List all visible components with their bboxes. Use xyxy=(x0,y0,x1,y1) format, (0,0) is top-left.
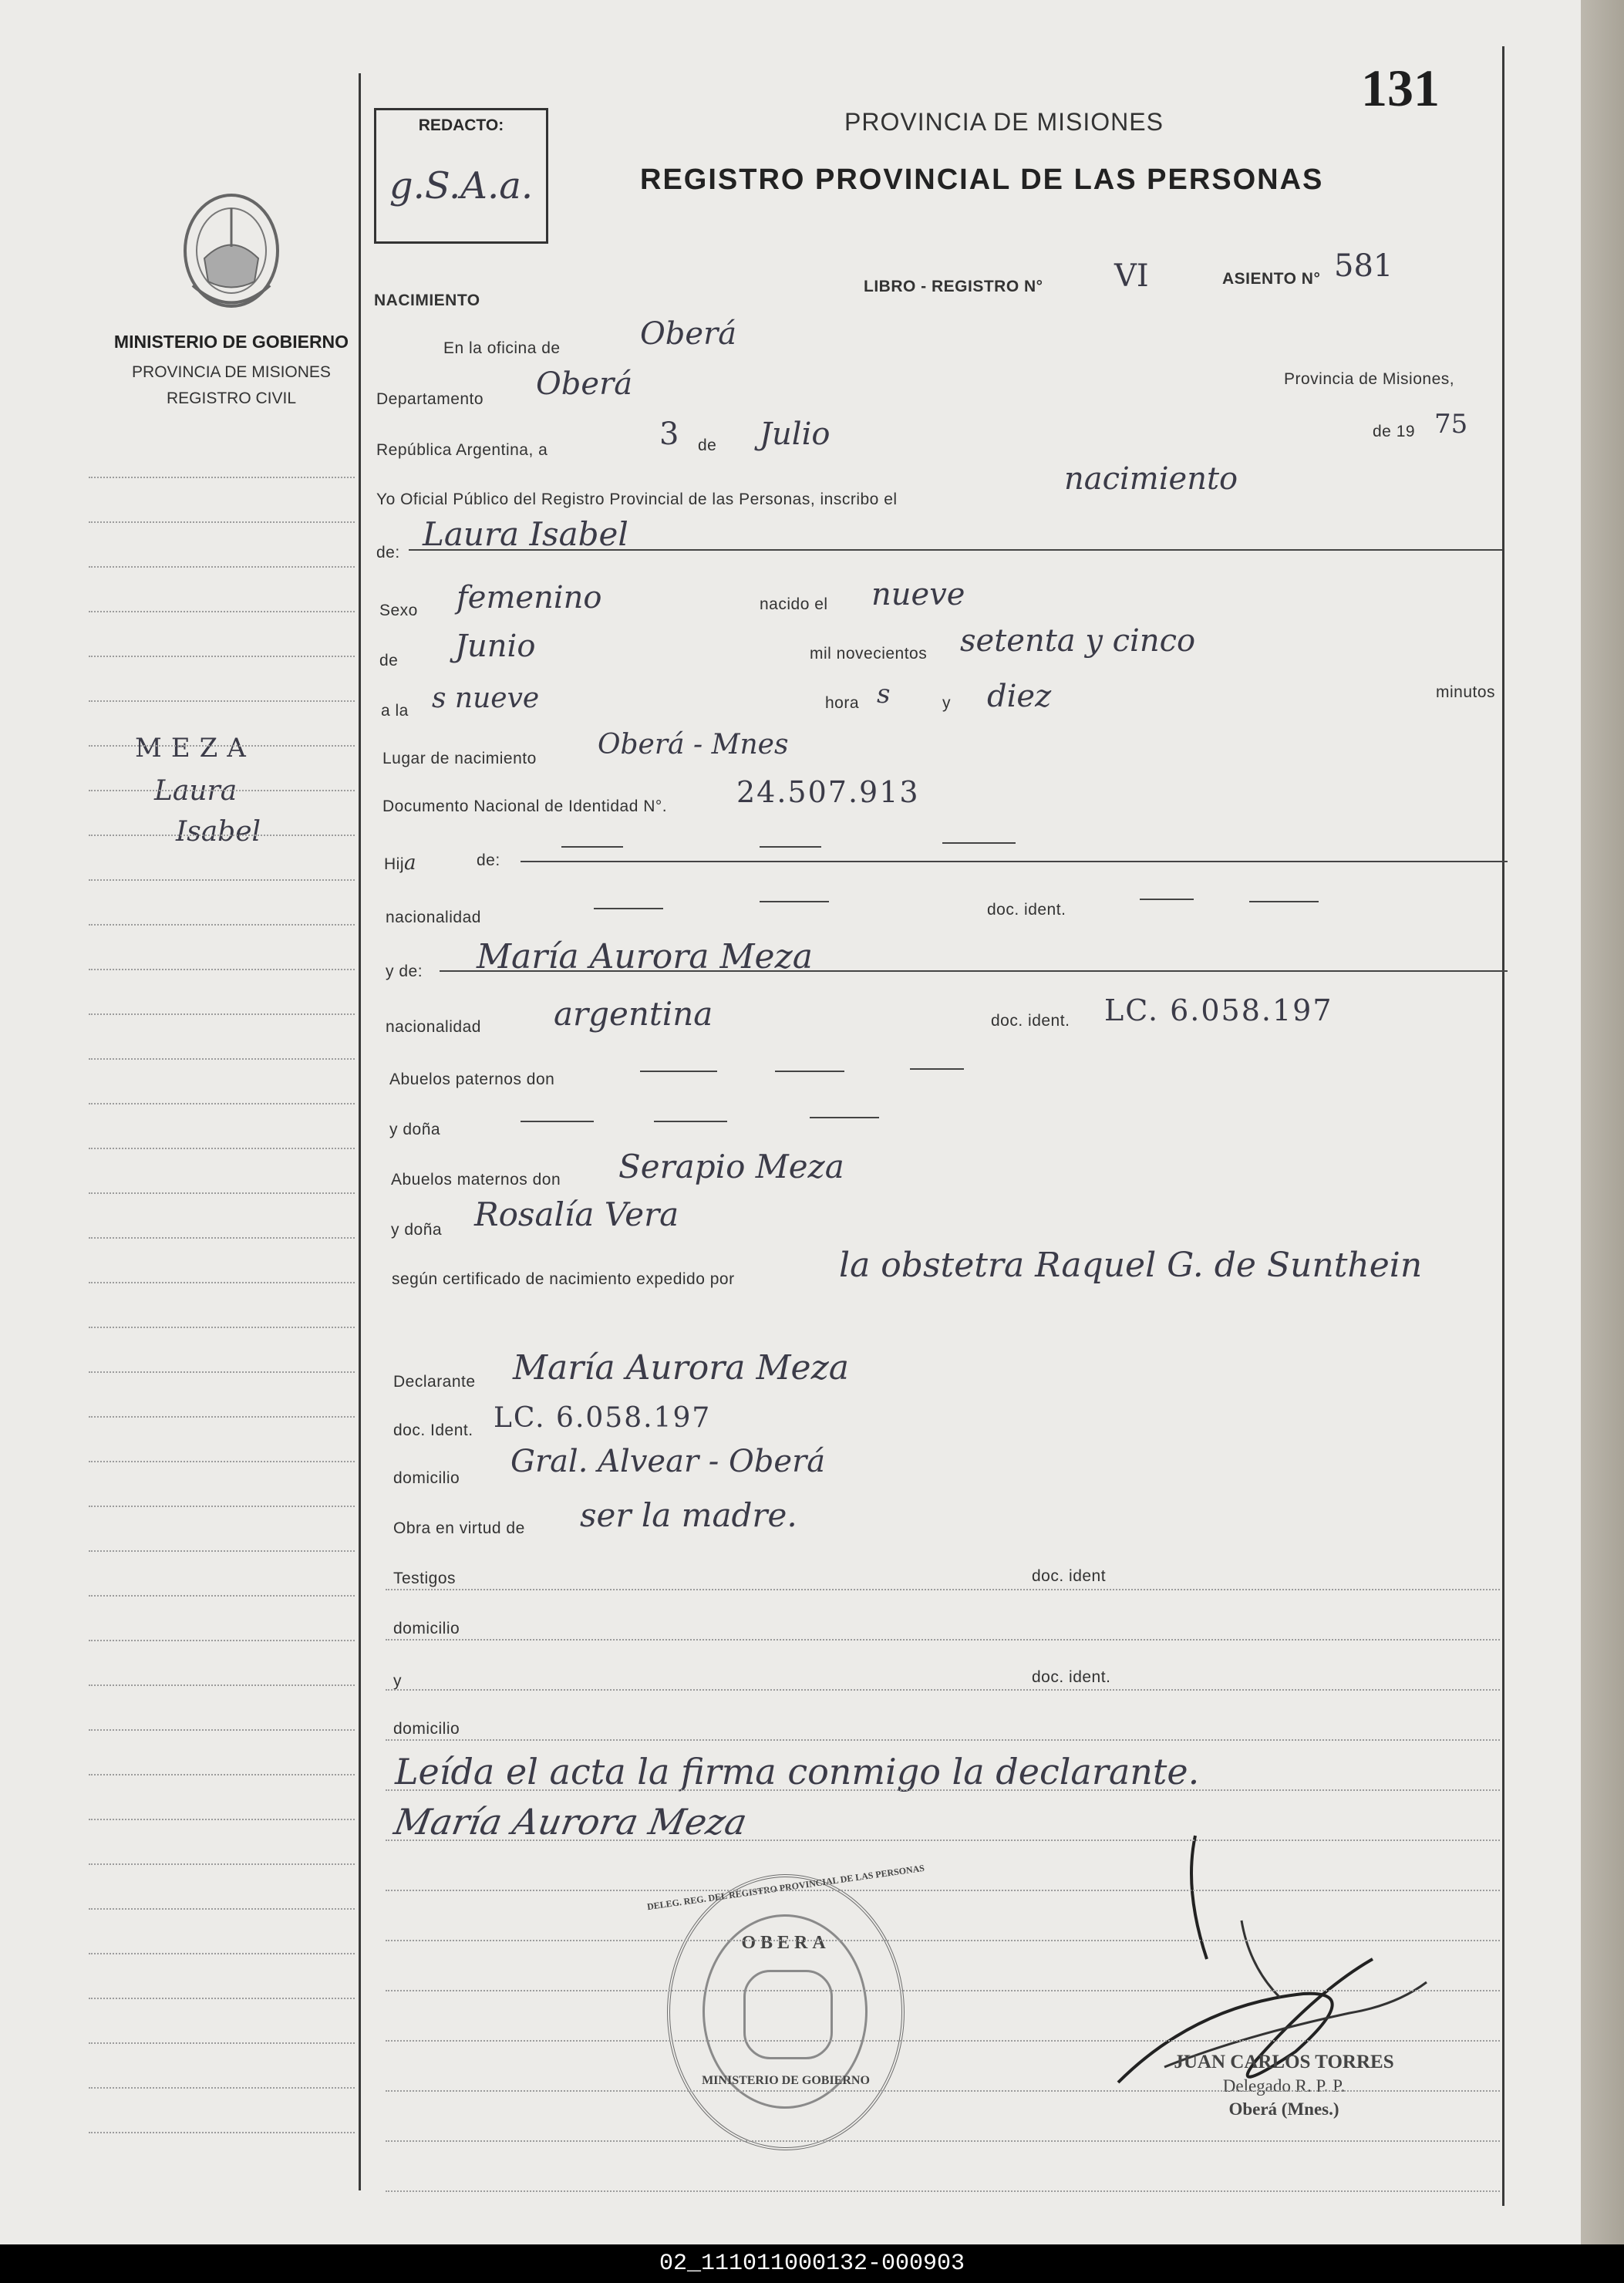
mil-label: mil novecientos xyxy=(810,645,928,663)
left-margin-ruled-line xyxy=(89,2132,355,2133)
declarante-value: María Aurora Meza xyxy=(513,1348,850,1388)
body-ruled-line xyxy=(386,1639,1500,1641)
coat-of-arms-emblem xyxy=(174,185,289,316)
mes-value: Julio xyxy=(760,416,831,452)
dona1-dash-3 xyxy=(810,1117,879,1118)
y-label: y xyxy=(942,694,951,712)
left-margin-ruled-line xyxy=(89,1550,355,1552)
seal-ring-text: DELEG. REG. DEL REGISTRO PROVINCIAL DE LAS PERSONAS xyxy=(646,1862,925,1913)
nacionalidad2-value: argentina xyxy=(554,995,713,1033)
ala-value: s nueve xyxy=(432,683,540,714)
nombre-label: de: xyxy=(376,544,400,561)
hija-dash-3 xyxy=(942,842,1016,844)
ydona2-value: Rosalía Vera xyxy=(474,1195,679,1233)
left-margin-ruled-line xyxy=(89,1058,355,1060)
sexo-value: femenino xyxy=(457,580,602,615)
body-ruled-line xyxy=(386,1890,1500,1891)
left-margin-ruled-line xyxy=(89,2042,355,2044)
seal-crest-icon xyxy=(743,1970,833,2059)
margin-note-name2: Isabel xyxy=(176,816,261,848)
abpat-dash-1 xyxy=(640,1071,717,1072)
nac1-dash-1 xyxy=(594,908,663,909)
left-margin-ruled-line xyxy=(89,1953,355,1954)
hija-label-text: Hij xyxy=(384,855,404,873)
redacto-box xyxy=(374,108,548,244)
minutos-value: diez xyxy=(987,679,1052,714)
official-stamp-role: Delegado R. P. P. xyxy=(1222,2076,1346,2096)
left-margin-ruled-line xyxy=(89,656,355,657)
left-margin-ruled-line xyxy=(89,521,355,523)
docident4-label: doc. ident xyxy=(1032,1567,1107,1585)
left-margin-ruled-line xyxy=(89,1729,355,1731)
docident3-label: doc. Ident. xyxy=(393,1421,473,1439)
oficial-value: nacimiento xyxy=(1064,461,1238,497)
nacionalidad1-label: nacionalidad xyxy=(386,909,481,926)
body-ruled-line xyxy=(386,2040,1500,2042)
left-margin-ruled-line xyxy=(89,1148,355,1149)
left-margin-ruled-line xyxy=(89,1595,355,1597)
testigos-label: Testigos xyxy=(393,1570,457,1587)
left-margin-ruled-line xyxy=(89,1506,355,1507)
hija-de-label: de: xyxy=(477,851,500,869)
certificado-value: la obstetra Raquel G. de Sunthein xyxy=(839,1246,1423,1285)
de2-label: de xyxy=(379,652,399,669)
oficina-label: En la oficina de xyxy=(443,339,561,357)
body-ruled-line xyxy=(386,1789,1500,1791)
dona1-dash-1 xyxy=(521,1121,594,1122)
doc1-dash-1 xyxy=(1140,899,1194,900)
nacido-value: nueve xyxy=(871,577,965,612)
body-ruled-line xyxy=(386,1739,1500,1741)
left-margin-ruled-line xyxy=(89,790,355,791)
nombre-underline xyxy=(409,549,1502,551)
libro-label: LIBRO - REGISTRO N° xyxy=(864,278,1043,295)
body-ruled-line xyxy=(386,2190,1500,2192)
doc1-dash-2 xyxy=(1249,901,1319,902)
lugar-label: Lugar de nacimiento xyxy=(382,750,537,767)
hija-dash-2 xyxy=(760,846,821,848)
left-margin-ruled-line xyxy=(89,1461,355,1462)
leido-text: Leída el acta la firma conmigo la declarante. xyxy=(395,1751,1200,1792)
oficina-value: Oberá xyxy=(640,316,737,352)
domicilio3-label: domicilio xyxy=(393,1720,460,1738)
mes-nac-value: Junio xyxy=(455,629,536,664)
left-margin-ruled-line xyxy=(89,1327,355,1328)
margin-note-surname: MEZA xyxy=(135,733,255,764)
lugar-value: Oberá - Mnes xyxy=(598,729,789,760)
body-ruled-line xyxy=(386,1840,1500,1841)
horas-label: hora xyxy=(825,694,860,712)
docident2-value: LC. 6.058.197 xyxy=(1104,993,1333,1027)
left-margin-ruled-line xyxy=(89,924,355,926)
left-margin-ruled-line xyxy=(89,1192,355,1194)
body-ruled-line xyxy=(386,1940,1500,1941)
abuelos-mat-value: Serapio Meza xyxy=(618,1148,844,1185)
left-margin-ruled-line xyxy=(89,1282,355,1283)
sexo-label: Sexo xyxy=(379,602,418,619)
nombre-value: Laura Isabel xyxy=(423,515,628,553)
abpat-dash-2 xyxy=(775,1071,844,1072)
hija-dash-1 xyxy=(561,846,623,848)
asiento-label: ASIENTO N° xyxy=(1222,270,1321,288)
ala-label: a la xyxy=(381,702,409,720)
docident2-label: doc. ident. xyxy=(991,1012,1070,1030)
left-margin-ruled-line xyxy=(89,969,355,970)
left-margin-ruled-line xyxy=(89,566,355,568)
body-ruled-line xyxy=(386,1589,1500,1590)
left-margin-ruled-line xyxy=(89,700,355,702)
left-margin-ruled-line xyxy=(89,1237,355,1239)
footer-id: 02_111011000132-000903 xyxy=(659,2251,965,2277)
domicilio2-label: domicilio xyxy=(393,1620,460,1637)
margin-note-name1: Laura xyxy=(154,775,238,807)
left-margin-ruled-line xyxy=(89,1103,355,1104)
dni-label: Documento Nacional de Identidad N°. xyxy=(382,798,668,815)
minutos-label: minutos xyxy=(1436,683,1496,701)
left-margin-ruled-line xyxy=(89,1774,355,1775)
docident5-label: doc. ident. xyxy=(1032,1668,1111,1686)
yde-label: y de: xyxy=(386,963,423,980)
left-margin-ruled-line xyxy=(89,835,355,836)
dni-value: 24.507.913 xyxy=(736,775,920,809)
body-ruled-line xyxy=(386,2140,1500,2142)
left-margin-ruled-line xyxy=(89,2087,355,2089)
obra-value: ser la madre. xyxy=(580,1496,797,1534)
left-margin-ruled-line xyxy=(89,1416,355,1418)
seal-top-text: OBERA xyxy=(741,1933,831,1953)
body-ruled-line xyxy=(386,1689,1500,1691)
provincia-label: Provincia de Misiones, xyxy=(1284,370,1455,388)
departamento-label: Departamento xyxy=(376,390,484,408)
left-margin-ruled-line xyxy=(89,1908,355,1910)
de-label: de xyxy=(698,437,717,454)
left-margin-ruled-line xyxy=(89,1998,355,1999)
province-name: PROVINCIA DE MISIONES xyxy=(132,363,331,381)
ydona1-label: y doña xyxy=(389,1121,441,1138)
left-margin-ruled-line xyxy=(89,879,355,881)
y2-label: y xyxy=(393,1672,402,1690)
left-margin-ruled-line xyxy=(89,1684,355,1686)
dona1-dash-2 xyxy=(654,1121,727,1122)
domicilio1-label: domicilio xyxy=(393,1469,460,1487)
left-margin-ruled-line xyxy=(89,1013,355,1015)
hija-underline xyxy=(521,861,1508,862)
footer-id-bar xyxy=(0,2244,1624,2283)
left-margin-ruled-line xyxy=(89,1640,355,1641)
left-margin-rule xyxy=(359,73,361,2190)
left-margin-ruled-line xyxy=(89,611,355,612)
declarante-label: Declarante xyxy=(393,1373,476,1391)
hija-suffix: a xyxy=(404,851,417,875)
asiento-value: 581 xyxy=(1334,248,1393,284)
certificado-label: según certificado de nacimiento expedido por xyxy=(392,1270,735,1288)
page-binding-edge xyxy=(1581,0,1624,2244)
left-margin-ruled-line xyxy=(89,745,355,747)
official-stamp-place: Oberá (Mnes.) xyxy=(1228,2099,1339,2119)
madre-underline xyxy=(440,970,1508,972)
nacido-label: nacido el xyxy=(760,595,828,613)
left-header xyxy=(93,185,370,408)
redacto-value: g.S.A.a. xyxy=(389,164,534,207)
official-stamp-name: JUAN CARLOS TORRES xyxy=(1174,2052,1394,2072)
body-ruled-line xyxy=(386,1990,1500,1991)
record-type: NACIMIENTO xyxy=(374,292,480,309)
libro-value: VI xyxy=(1114,258,1149,294)
nac1-dash-2 xyxy=(760,901,829,902)
nacionalidad2-label: nacionalidad xyxy=(386,1018,481,1036)
office-name: REGISTRO CIVIL xyxy=(166,389,297,407)
left-margin-ruled-line xyxy=(89,477,355,478)
right-margin-rule xyxy=(1502,46,1504,2206)
header-province: PROVINCIA DE MISIONES xyxy=(844,108,1164,136)
dia-value: 3 xyxy=(659,416,679,452)
oficial-label: Yo Oficial Público del Registro Provincial de las Personas, inscribo el xyxy=(376,491,898,508)
seal-bottom-text: MINISTERIO DE GOBIERNO xyxy=(702,2074,870,2087)
anio-value: 75 xyxy=(1434,409,1468,440)
horas-value: s xyxy=(877,679,891,710)
redacto-label: REDACTO: xyxy=(418,116,504,134)
ministry-name: MINISTERIO DE GOBIERNO xyxy=(113,332,349,352)
left-margin-ruled-line xyxy=(89,1863,355,1865)
obra-label: Obra en virtud de xyxy=(393,1519,525,1537)
departamento-value: Oberá xyxy=(536,366,633,402)
firma-declarante: María Aurora Meza xyxy=(391,1801,750,1843)
madre-value: María Aurora Meza xyxy=(477,937,814,976)
ydona2-label: y doña xyxy=(391,1221,443,1239)
left-margin-ruled-line xyxy=(89,1819,355,1820)
republica-label: República Argentina, a xyxy=(376,441,548,459)
registry-seal xyxy=(646,1862,925,2150)
header-title: REGISTRO PROVINCIAL DE LAS PERSONAS xyxy=(640,164,1324,196)
mil-value: setenta y cinco xyxy=(960,623,1196,659)
abpat-dash-3 xyxy=(910,1068,964,1070)
abuelos-pat-label: Abuelos paternos don xyxy=(389,1071,555,1088)
abuelos-mat-label: Abuelos maternos don xyxy=(391,1171,561,1189)
body-ruled-line xyxy=(386,2090,1500,2092)
docident3-value: LC. 6.058.197 xyxy=(494,1402,712,1434)
page-number: 131 xyxy=(1361,59,1440,117)
left-margin-ruled-line xyxy=(89,1371,355,1373)
hija-label xyxy=(384,851,416,875)
anio-label: de 19 xyxy=(1373,423,1416,440)
docident1-label: doc. ident. xyxy=(987,901,1066,919)
domicilio1-value: Gral. Alvear - Oberá xyxy=(510,1444,826,1479)
